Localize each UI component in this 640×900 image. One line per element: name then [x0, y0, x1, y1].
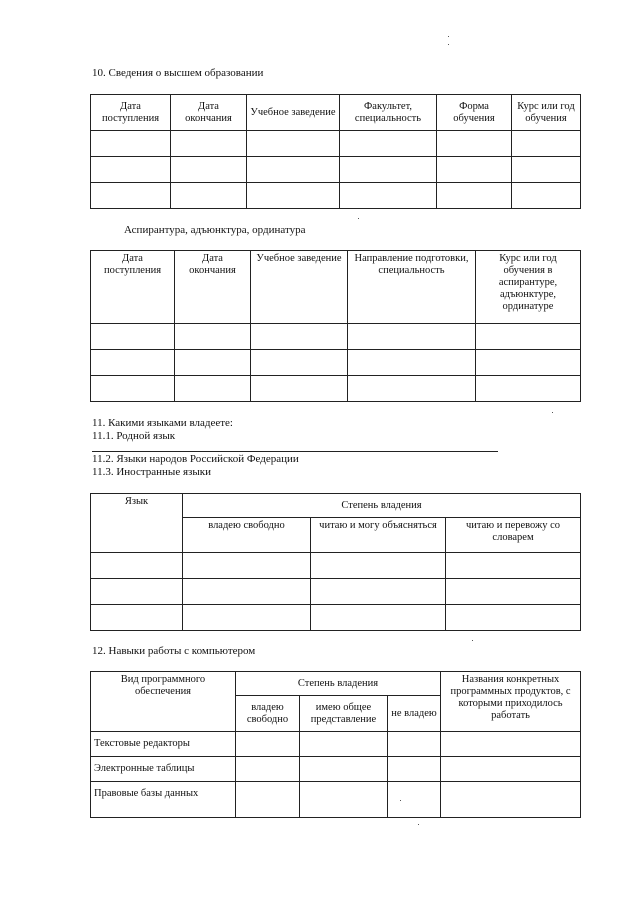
native-language-underline [92, 451, 498, 452]
table-cell[interactable] [171, 183, 247, 209]
header-admission-date: Дата поступления [91, 251, 175, 324]
table-row [91, 157, 581, 183]
header-level-dictionary: читаю и перевожу со словарем [446, 518, 581, 553]
postgrad-heading: Аспирантура, адъюнктура, ординатура [124, 224, 306, 236]
header-language: Язык [91, 494, 183, 553]
rf-languages-label: 11.2. Языки народов Российской Федерации [92, 453, 299, 465]
table-cell[interactable] [441, 732, 581, 757]
table-cell[interactable] [247, 183, 340, 209]
foreign-languages-label: 11.3. Иностранные языки [92, 466, 211, 478]
table-row [91, 183, 581, 209]
table-cell[interactable] [171, 131, 247, 157]
table-cell[interactable] [251, 324, 348, 350]
table-row [91, 131, 581, 157]
table-cell[interactable] [340, 157, 437, 183]
table-cell[interactable] [175, 324, 251, 350]
table-cell[interactable] [476, 324, 581, 350]
table-cell[interactable] [91, 183, 171, 209]
languages-table [90, 493, 581, 631]
table-cell[interactable] [300, 732, 388, 757]
table-cell[interactable] [251, 376, 348, 402]
header-institution: Учебное заведение [251, 251, 348, 324]
table-cell[interactable] [512, 157, 581, 183]
table-cell[interactable] [476, 350, 581, 376]
header-products: Названия конкретных программных продуктов, с которыми приходилось работать [441, 672, 581, 732]
table-cell[interactable] [311, 553, 446, 579]
scan-speck [418, 824, 419, 825]
table-cell[interactable] [340, 183, 437, 209]
section-11-heading: 11. Какими языками владеете: [92, 417, 233, 429]
header-course-year: Курс или год обучения в аспирантуре, адъюнктуре, ординатуре [476, 251, 581, 324]
table-row [91, 579, 581, 605]
postgrad-table [90, 250, 581, 402]
scan-speck [448, 44, 449, 45]
table-cell[interactable] [388, 757, 441, 782]
section-12-heading: 12. Навыки работы с компьютером [92, 645, 256, 657]
table-cell[interactable] [437, 157, 512, 183]
table-cell[interactable] [388, 782, 441, 818]
table-cell[interactable] [300, 782, 388, 818]
table-cell[interactable] [236, 732, 300, 757]
table-cell[interactable] [247, 157, 340, 183]
table-cell[interactable] [91, 579, 183, 605]
table-cell[interactable] [236, 757, 300, 782]
table-header-row [91, 251, 581, 324]
table-cell[interactable] [476, 376, 581, 402]
table-row [91, 553, 581, 579]
software-label: Текстовые редакторы [91, 732, 236, 757]
table-cell[interactable] [91, 131, 171, 157]
table-cell[interactable] [91, 324, 175, 350]
header-institution: Учебное заведение [247, 95, 340, 131]
native-language-field[interactable] [190, 430, 490, 442]
header-course-year: Курс или год обучения [512, 95, 581, 131]
header-graduation-date: Дата окончания [175, 251, 251, 324]
table-cell[interactable] [91, 157, 171, 183]
header-level-fluent: владею свободно [183, 518, 311, 553]
table-cell[interactable] [512, 183, 581, 209]
header-direction: Направление подготовки, специальность [348, 251, 476, 324]
computer-skills-table [90, 671, 581, 818]
table-row [91, 376, 581, 402]
table-cell[interactable] [300, 757, 388, 782]
software-label: Электронные таблицы [91, 757, 236, 782]
table-cell[interactable] [388, 732, 441, 757]
table-cell[interactable] [183, 579, 311, 605]
header-proficiency: Степень владения [183, 494, 581, 518]
table-cell[interactable] [183, 553, 311, 579]
table-row [91, 782, 581, 818]
table-header-row [91, 672, 581, 696]
section-10-heading: 10. Сведения о высшем образовании [92, 67, 264, 79]
table-cell[interactable] [348, 324, 476, 350]
table-cell[interactable] [183, 605, 311, 631]
table-cell[interactable] [175, 350, 251, 376]
table-cell[interactable] [446, 605, 581, 631]
header-proficiency: Степень владения [236, 672, 441, 696]
table-cell[interactable] [247, 131, 340, 157]
header-faculty: Факультет, специальность [340, 95, 437, 131]
table-cell[interactable] [171, 157, 247, 183]
table-row [91, 732, 581, 757]
table-cell[interactable] [437, 183, 512, 209]
header-level-general: имею общее представление [300, 696, 388, 732]
table-row [91, 605, 581, 631]
table-cell[interactable] [437, 131, 512, 157]
table-cell[interactable] [512, 131, 581, 157]
native-language-label: 11.1. Родной язык [92, 430, 176, 442]
scan-speck [448, 36, 449, 37]
header-software-type: Вид программного обеспечения [91, 672, 236, 732]
table-cell[interactable] [91, 553, 183, 579]
header-study-form: Форма обучения [437, 95, 512, 131]
table-cell[interactable] [91, 605, 183, 631]
table-cell[interactable] [311, 605, 446, 631]
table-cell[interactable] [446, 579, 581, 605]
header-level-none: не владею [388, 696, 441, 732]
higher-education-table [90, 94, 581, 209]
header-level-fluent: владею свободно [236, 696, 300, 732]
scan-speck [472, 640, 473, 641]
table-row [91, 757, 581, 782]
table-cell[interactable] [175, 376, 251, 402]
table-cell[interactable] [91, 350, 175, 376]
table-header-row [91, 494, 581, 518]
table-cell[interactable] [441, 782, 581, 818]
table-cell[interactable] [348, 376, 476, 402]
table-row [91, 324, 581, 350]
table-cell[interactable] [441, 757, 581, 782]
header-admission-date: Дата поступления [91, 95, 171, 131]
table-cell[interactable] [236, 782, 300, 818]
header-graduation-date: Дата окончания [171, 95, 247, 131]
table-row [91, 350, 581, 376]
scan-speck [358, 218, 359, 219]
software-label: Правовые базы данных [91, 782, 236, 818]
table-cell[interactable] [340, 131, 437, 157]
header-level-explain: читаю и могу объясняться [311, 518, 446, 553]
table-cell[interactable] [91, 376, 175, 402]
table-header-row [91, 95, 581, 131]
table-cell[interactable] [311, 579, 446, 605]
table-cell[interactable] [446, 553, 581, 579]
scan-speck [400, 800, 401, 801]
table-cell[interactable] [251, 350, 348, 376]
scan-speck [552, 412, 553, 413]
table-cell[interactable] [348, 350, 476, 376]
